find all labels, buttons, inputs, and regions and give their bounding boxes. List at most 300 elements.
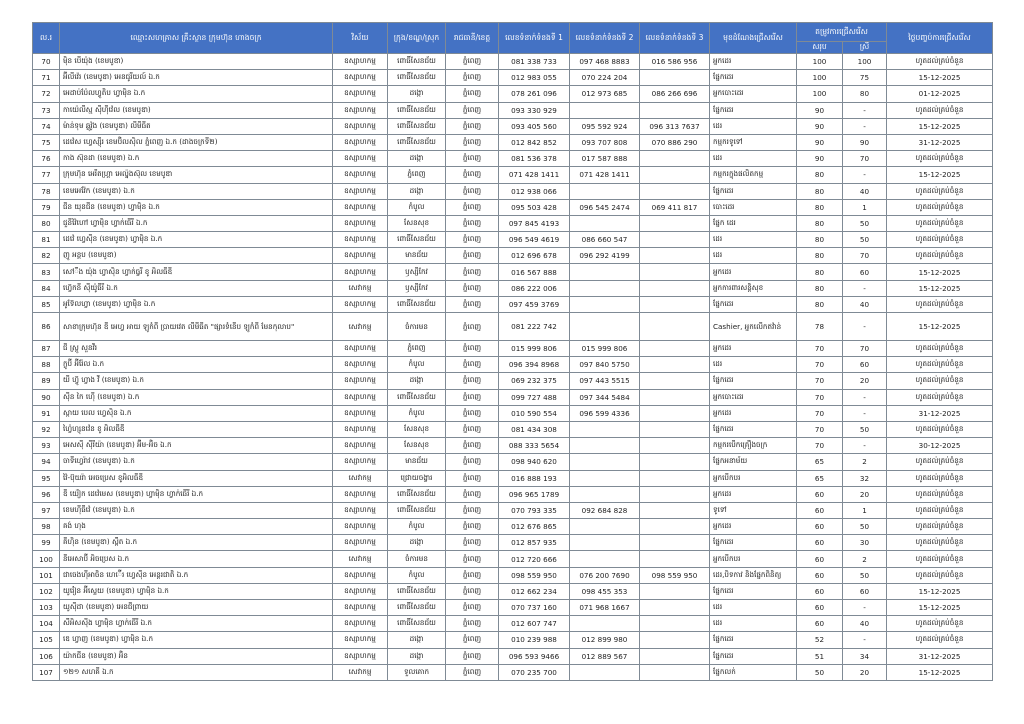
cell-total: 51	[797, 648, 843, 664]
cell-sector: ឧស្សាហកម្ម	[333, 134, 388, 150]
cell-province: ភ្នំពេញ	[446, 264, 499, 280]
cell-no: 91	[33, 405, 60, 421]
cell-phone-3	[640, 600, 710, 616]
cell-phone-2: 012 899 980	[570, 632, 640, 648]
cell-phone-3	[640, 454, 710, 470]
cell-phone-3	[640, 167, 710, 183]
cell-no: 92	[33, 421, 60, 437]
cell-phone-2: 097 840 5750	[570, 357, 640, 373]
cell-sector: សេវាកម្ម	[333, 280, 388, 296]
cell-deadline: ហូតដល់គ្រប់ចំនួន	[887, 102, 993, 118]
cell-company: ស្កាយ បេល ហ្វេស៊ិន ឯ.ក	[60, 405, 333, 421]
cell-company: ស៊ីន កៃ ហ៊ើ (ខេមបូឌា) ឯ.ក	[60, 389, 333, 405]
cell-company: អូទ៊ែលហ្វា (ខេមបូឌា) ហ្វាម៉ិន ឯ.ក	[60, 296, 333, 312]
table-row	[33, 551, 993, 567]
cell-phone-1: 093 330 929	[499, 102, 570, 118]
cell-company: ដេវ៉េស ហ្វេស្ស៊ីរ ខេមប៊ិលស៊ិល ភ្នំពេញ ឯ.ក (ដាងចក្រទី២)	[60, 134, 333, 150]
table-row	[33, 502, 993, 518]
cell-district: កំបូល	[388, 519, 446, 535]
cell-phone-2: 098 455 353	[570, 583, 640, 599]
cell-sector: ឧស្សាហកម្ម	[333, 151, 388, 167]
cell-phone-2: 095 592 924	[570, 118, 640, 134]
table-row	[33, 600, 993, 616]
table-row	[33, 215, 993, 231]
cell-province: ភ្នំពេញ	[446, 86, 499, 102]
cell-province: ភ្នំពេញ	[446, 421, 499, 437]
table-row	[33, 183, 993, 199]
cell-phone-3	[640, 583, 710, 599]
cell-district: ឫស្សីកែវ	[388, 264, 446, 280]
cell-province: ភ្នំពេញ	[446, 313, 499, 341]
cell-district: ពោធិ៍សែនជ័យ	[388, 134, 446, 150]
cell-female: 30	[843, 535, 887, 551]
cell-no: 71	[33, 70, 60, 86]
cell-no: 78	[33, 183, 60, 199]
cell-phone-2: 071 968 1667	[570, 600, 640, 616]
cell-company: គង់ ហុង	[60, 519, 333, 535]
cell-province: ភ្នំពេញ	[446, 438, 499, 454]
cell-sector: ឧស្សាហកម្ម	[333, 102, 388, 118]
cell-province: ភ្នំពេញ	[446, 502, 499, 518]
header-district: ក្រុង/ខណ្ឌ/ស្រុក	[388, 23, 446, 54]
cell-province: ភ្នំពេញ	[446, 341, 499, 357]
cell-no: 104	[33, 616, 60, 632]
cell-position: ដេរ	[710, 616, 797, 632]
table-row	[33, 616, 993, 632]
cell-phone-3	[640, 296, 710, 312]
cell-district: ដង្កោ	[388, 648, 446, 664]
cell-phone-3	[640, 70, 710, 86]
cell-female: 20	[843, 486, 887, 502]
cell-no: 86	[33, 313, 60, 341]
cell-total: 52	[797, 632, 843, 648]
cell-phone-3	[640, 102, 710, 118]
cell-no: 80	[33, 215, 60, 231]
cell-province: ភ្នំពេញ	[446, 357, 499, 373]
header-position: មុខដំណែងជ្រើសរើស	[710, 23, 797, 54]
cell-phone-1: 016 567 888	[499, 264, 570, 280]
cell-deadline: 01-12-2025	[887, 86, 993, 102]
cell-district: ចំការមន	[388, 551, 446, 567]
cell-phone-3	[640, 551, 710, 567]
cell-deadline: ហូតដល់គ្រប់ចំនួន	[887, 248, 993, 264]
table-row	[33, 535, 993, 551]
cell-sector: ឧស្សាហកម្ម	[333, 183, 388, 199]
cell-province: ភ្នំពេញ	[446, 102, 499, 118]
cell-deadline: 15-12-2025	[887, 313, 993, 341]
cell-position: ដេរ	[710, 232, 797, 248]
cell-deadline: ហូតដល់គ្រប់ចំនួន	[887, 296, 993, 312]
cell-district: ឫស្សីកែវ	[388, 280, 446, 296]
cell-phone-2: 093 707 808	[570, 134, 640, 150]
cell-sector: ឧស្សាហកម្ម	[333, 54, 388, 70]
cell-province: ភ្នំពេញ	[446, 134, 499, 150]
cell-phone-3	[640, 151, 710, 167]
cell-phone-2: 096 599 4336	[570, 405, 640, 421]
cell-female: -	[843, 280, 887, 296]
cell-phone-2: 086 660 547	[570, 232, 640, 248]
cell-total: 80	[797, 215, 843, 231]
cell-female: 40	[843, 296, 887, 312]
table-row	[33, 167, 993, 183]
cell-company: ១២១ សហគី ឯ.ក	[60, 664, 333, 680]
header-company: ឈ្មោះសហគ្រាស គ្រឹះស្ថាន ក្រុមហ៊ុន ហាងចក្រ	[60, 23, 333, 54]
cell-female: -	[843, 438, 887, 454]
cell-district: មានជ័យ	[388, 248, 446, 264]
cell-phone-1: 095 503 428	[499, 199, 570, 215]
cell-no: 72	[33, 86, 60, 102]
cell-phone-1: 099 727 488	[499, 389, 570, 405]
cell-deadline: 15-12-2025	[887, 70, 993, 86]
table-row	[33, 632, 993, 648]
cell-phone-1: 081 434 308	[499, 421, 570, 437]
cell-deadline: ហូតដល់គ្រប់ចំនួន	[887, 357, 993, 373]
cell-total: 80	[797, 183, 843, 199]
cell-position: អ្នកបោះដេរ	[710, 389, 797, 405]
cell-province: ភ្នំពេញ	[446, 600, 499, 616]
cell-phone-3	[640, 264, 710, 280]
cell-position: ផ្នែកដេរ	[710, 421, 797, 437]
cell-company: ជួនីវ៉ៃហៅ ហ្វាម៉ិន ហ្វាក់ធើរី ឯ.ក	[60, 215, 333, 231]
cell-phone-1: 012 607 747	[499, 616, 570, 632]
cell-total: 60	[797, 502, 843, 518]
cell-deadline: 15-12-2025	[887, 167, 993, 183]
header-total: សរុប	[797, 42, 843, 54]
cell-no: 70	[33, 54, 60, 70]
cell-no: 82	[33, 248, 60, 264]
cell-sector: ឧស្សាហកម្ម	[333, 264, 388, 280]
cell-female: -	[843, 313, 887, 341]
cell-no: 105	[33, 632, 60, 648]
cell-phone-3	[640, 616, 710, 632]
cell-district: ពោធិ៍សែនជ័យ	[388, 389, 446, 405]
cell-phone-1: 096 549 4619	[499, 232, 570, 248]
cell-position: បោះដេរ	[710, 199, 797, 215]
cell-province: ភ្នំពេញ	[446, 248, 499, 264]
cell-deadline: ហូតដល់គ្រប់ចំនួន	[887, 616, 993, 632]
table-row	[33, 232, 993, 248]
cell-position: កម្មករទូទៅ	[710, 134, 797, 150]
cell-phone-2: 092 684 828	[570, 502, 640, 518]
cell-phone-3	[640, 357, 710, 373]
cell-deadline: ហូតដល់គ្រប់ចំនួន	[887, 54, 993, 70]
cell-total: 65	[797, 454, 843, 470]
cell-position: ផ្នែកដេរ	[710, 296, 797, 312]
table-row	[33, 151, 993, 167]
cell-no: 90	[33, 389, 60, 405]
cell-phone-1: 093 405 560	[499, 118, 570, 134]
cell-female: 50	[843, 232, 887, 248]
cell-phone-1: 081 222 742	[499, 313, 570, 341]
cell-no: 74	[33, 118, 60, 134]
cell-company: គីហ៊ិន (ខេមបូឌា) ស្ពឺត ឯ.ក	[60, 535, 333, 551]
cell-total: 65	[797, 470, 843, 486]
cell-position: ផ្នែកអនាម័យ	[710, 454, 797, 470]
cell-phone-1: 016 888 193	[499, 470, 570, 486]
cell-phone-2: 076 200 7690	[570, 567, 640, 583]
cell-phone-2	[570, 264, 640, 280]
cell-female: 70	[843, 341, 887, 357]
cell-total: 90	[797, 134, 843, 150]
cell-phone-1: 012 842 852	[499, 134, 570, 150]
cell-phone-2	[570, 438, 640, 454]
cell-total: 90	[797, 151, 843, 167]
cell-phone-1: 012 676 865	[499, 519, 570, 535]
cell-sector: ឧស្សាហកម្ម	[333, 438, 388, 454]
cell-phone-2	[570, 421, 640, 437]
cell-no: 76	[33, 151, 60, 167]
cell-deadline: 15-12-2025	[887, 600, 993, 616]
cell-no: 87	[33, 341, 60, 357]
table-row	[33, 664, 993, 680]
cell-sector: ឧស្សាហកម្ម	[333, 616, 388, 632]
cell-province: ភ្នំពេញ	[446, 583, 499, 599]
header-sector: វិស័យ	[333, 23, 388, 54]
cell-position: ផ្នែកដេរ	[710, 70, 797, 86]
cell-position: ផ្នែកដេរ	[710, 102, 797, 118]
cell-sector: ឧស្សាហកម្ម	[333, 583, 388, 599]
cell-position: អ្នកការពារសន្តិសុខ	[710, 280, 797, 296]
cell-district: ភ្នំពេញ	[388, 167, 446, 183]
cell-phone-3	[640, 215, 710, 231]
cell-province: ភ្នំពេញ	[446, 296, 499, 312]
table-row	[33, 296, 993, 312]
cell-phone-2	[570, 280, 640, 296]
cell-district: សែនសុខ	[388, 215, 446, 231]
cell-deadline: 31-12-2025	[887, 134, 993, 150]
cell-sector: ឧស្សាហកម្ម	[333, 421, 388, 437]
cell-sector: ឧស្សាហកម្ម	[333, 341, 388, 357]
table-row	[33, 102, 993, 118]
cell-no: 94	[33, 454, 60, 470]
cell-no: 84	[33, 280, 60, 296]
cell-phone-1: 071 428 1411	[499, 167, 570, 183]
cell-total: 80	[797, 167, 843, 183]
cell-female: 60	[843, 357, 887, 373]
cell-deadline: 15-12-2025	[887, 280, 993, 296]
cell-phone-2	[570, 616, 640, 632]
cell-no: 98	[33, 519, 60, 535]
cell-female: 50	[843, 215, 887, 231]
cell-sector: ឧស្សាហកម្ម	[333, 70, 388, 86]
cell-total: 60	[797, 551, 843, 567]
header-female: ស្រី	[843, 42, 887, 54]
cell-female: 70	[843, 248, 887, 264]
cell-sector: ឧស្សាហកម្ម	[333, 389, 388, 405]
cell-province: ភ្នំពេញ	[446, 664, 499, 680]
cell-position: Cashier, អ្នកលើកឥវ៉ាន់	[710, 313, 797, 341]
cell-deadline: ហូតដល់គ្រប់ចំនួន	[887, 215, 993, 231]
cell-total: 80	[797, 248, 843, 264]
cell-phone-2: 071 428 1411	[570, 167, 640, 183]
cell-province: ភ្នំពេញ	[446, 486, 499, 502]
cell-phone-2	[570, 664, 640, 680]
cell-phone-1: 081 536 378	[499, 151, 570, 167]
cell-district: ពោធិ៍សែនជ័យ	[388, 600, 446, 616]
cell-district: ចំការមន	[388, 313, 446, 341]
cell-deadline: 15-12-2025	[887, 583, 993, 599]
cell-sector: ឧស្សាហកម្ម	[333, 296, 388, 312]
cell-position: ទូទៅ	[710, 502, 797, 518]
cell-total: 100	[797, 86, 843, 102]
table-row	[33, 264, 993, 280]
table-row	[33, 86, 993, 102]
cell-no: 77	[33, 167, 60, 183]
cell-phone-2: 012 889 567	[570, 648, 640, 664]
cell-position: ដេរ	[710, 248, 797, 264]
cell-district: ទួលគោក	[388, 664, 446, 680]
cell-phone-1: 012 696 678	[499, 248, 570, 264]
cell-district: សែនសុខ	[388, 438, 446, 454]
cell-phone-3	[640, 421, 710, 437]
cell-female: 32	[843, 470, 887, 486]
cell-company: ម៉ាន់ទុម ឆ្លុវ៉ូង (ខេមបូឌា) លីមីធីត	[60, 118, 333, 134]
header-no: ល.រ	[33, 23, 60, 54]
table-row	[33, 454, 993, 470]
cell-phone-3: 070 886 290	[640, 134, 710, 150]
cell-total: 80	[797, 280, 843, 296]
cell-district: កំបូល	[388, 199, 446, 215]
cell-deadline: 15-12-2025	[887, 264, 993, 280]
cell-phone-2	[570, 519, 640, 535]
cell-position: ផ្នែក ដេរ	[710, 215, 797, 231]
cell-phone-2: 096 292 4199	[570, 248, 640, 264]
cell-no: 89	[33, 373, 60, 389]
cell-province: ភ្នំពេញ	[446, 70, 499, 86]
cell-total: 70	[797, 438, 843, 454]
table-header	[33, 23, 993, 54]
cell-phone-2	[570, 313, 640, 341]
job-listing-sheet	[32, 22, 992, 681]
cell-phone-1: 088 333 5654	[499, 438, 570, 454]
table-row	[33, 648, 993, 664]
cell-sector: ឧស្សាហកម្ម	[333, 535, 388, 551]
cell-no: 101	[33, 567, 60, 583]
cell-total: 80	[797, 232, 843, 248]
cell-phone-2: 097 443 5515	[570, 373, 640, 389]
cell-district: ដង្កោ	[388, 632, 446, 648]
cell-phone-3: 086 266 696	[640, 86, 710, 102]
cell-phone-2: 097 468 8883	[570, 54, 640, 70]
cell-company: យី ហ៊្វូ ហ្វាង វី (ខេមបូឌា) ឯ.ក	[60, 373, 333, 389]
cell-phone-2: 096 545 2474	[570, 199, 640, 215]
cell-deadline: ហូតដល់គ្រប់ចំនួន	[887, 454, 993, 470]
cell-deadline: ហូតដល់គ្រប់ចំនួន	[887, 232, 993, 248]
cell-phone-3	[640, 341, 710, 357]
cell-deadline: 30-12-2025	[887, 438, 993, 454]
cell-sector: សេវាកម្ម	[333, 313, 388, 341]
header-phone-3: លេខទំនាក់ទំនងទី 3	[640, 23, 710, 54]
cell-company: ក្លូប៊ី អ៊ីរ៉ែល ឯ.ក	[60, 357, 333, 373]
cell-district: ពោធិ៍សែនជ័យ	[388, 118, 446, 134]
cell-company: ខេមអេវ៉ែក (ខេមបូឌា) ឯ.ក	[60, 183, 333, 199]
cell-company: កាង ស៊ុនដា (ខេមបូឌា) ឯ.ក	[60, 151, 333, 167]
cell-total: 90	[797, 102, 843, 118]
table-row	[33, 519, 993, 535]
cell-phone-1: 096 394 8968	[499, 357, 570, 373]
cell-position: កម្មករបើកគ្រឿងចក្រ	[710, 438, 797, 454]
cell-phone-3	[640, 648, 710, 664]
cell-province: ភ្នំពេញ	[446, 454, 499, 470]
cell-phone-3	[640, 502, 710, 518]
cell-deadline: ហូតដល់គ្រប់ចំនួន	[887, 421, 993, 437]
cell-district: កំបូល	[388, 405, 446, 421]
cell-district: ដង្កោ	[388, 183, 446, 199]
cell-phone-3	[640, 389, 710, 405]
cell-phone-2	[570, 551, 640, 567]
cell-female: 100	[843, 54, 887, 70]
cell-sector: ឧស្សាហកម្ម	[333, 454, 388, 470]
cell-province: ភ្នំពេញ	[446, 280, 499, 296]
cell-phone-3	[640, 535, 710, 551]
cell-phone-2: 070 224 204	[570, 70, 640, 86]
cell-company: ជាចេងហ៊ីអាចិន ហេ៊ើរ ហ្វេស៊ីន អេន្តរជាតិ ឯ.ក	[60, 567, 333, 583]
cell-phone-3	[640, 632, 710, 648]
cell-no: 97	[33, 502, 60, 518]
cell-sector: ឧស្សាហកម្ម	[333, 648, 388, 664]
cell-province: ភ្នំពេញ	[446, 215, 499, 231]
cell-company: ម៉ិន បើយ៉ុង (ខេមបូឌា)	[60, 54, 333, 70]
cell-phone-2: 015 999 806	[570, 341, 640, 357]
header-phone-2: លេខទំនាក់ទំនងទី 2	[570, 23, 640, 54]
cell-total: 80	[797, 296, 843, 312]
table-row	[33, 199, 993, 215]
cell-female: 50	[843, 421, 887, 437]
cell-phone-2	[570, 102, 640, 118]
cell-province: ភ្នំពេញ	[446, 648, 499, 664]
cell-phone-1: 012 938 066	[499, 183, 570, 199]
cell-phone-2	[570, 454, 640, 470]
cell-district: កំបូល	[388, 567, 446, 583]
cell-position: ដេរ	[710, 118, 797, 134]
cell-female: 40	[843, 183, 887, 199]
cell-total: 60	[797, 486, 843, 502]
cell-female: 2	[843, 551, 887, 567]
cell-district: ដង្កោ	[388, 86, 446, 102]
cell-company: ចាទីហ្វេរ៉ាវ (ខេមបូឌា) ឯ.ក	[60, 454, 333, 470]
cell-deadline: ហូតដល់គ្រប់ចំនួន	[887, 151, 993, 167]
table-row	[33, 54, 993, 70]
cell-sector: ឧស្សាហកម្ម	[333, 199, 388, 215]
table-row	[33, 567, 993, 583]
header-deadline: ថ្ងៃបញ្ចប់ការជ្រើសរើស	[887, 23, 993, 54]
cell-sector: ឧស្សាហកម្ម	[333, 232, 388, 248]
cell-phone-3: 016 586 956	[640, 54, 710, 70]
cell-company: ហ្វ៉ៃហ្សុនវ៉េន ខូ អិលធីឌី	[60, 421, 333, 437]
cell-deadline: ហូតដល់គ្រប់ចំនួន	[887, 502, 993, 518]
cell-sector: ឧស្សាហកម្ម	[333, 519, 388, 535]
cell-province: ភ្នំពេញ	[446, 567, 499, 583]
cell-no: 96	[33, 486, 60, 502]
cell-position: អ្នកបោះដេរ	[710, 86, 797, 102]
cell-deadline: 15-12-2025	[887, 118, 993, 134]
cell-phone-3	[640, 280, 710, 296]
cell-company: សាខាក្រុមហ៊ុន ឌី អេហ្វ អាយ ឡូកំពី ប្រាយវេត លីមីធីត "ផ្សារទំនើប ឡូកំពី មែនកុលាប"	[60, 313, 333, 341]
cell-phone-3	[640, 664, 710, 680]
cell-province: ភ្នំពេញ	[446, 470, 499, 486]
cell-phone-2: 017 587 888	[570, 151, 640, 167]
cell-phone-1: 070 793 335	[499, 502, 570, 518]
cell-position: អ្នកដេរ	[710, 519, 797, 535]
cell-phone-2	[570, 535, 640, 551]
cell-province: ភ្នំពេញ	[446, 616, 499, 632]
cell-position: ផ្នែកដេរ	[710, 632, 797, 648]
cell-phone-1: 012 857 935	[499, 535, 570, 551]
cell-female: 90	[843, 134, 887, 150]
cell-province: ភ្នំពេញ	[446, 632, 499, 648]
cell-no: 93	[33, 438, 60, 454]
cell-female: 2	[843, 454, 887, 470]
